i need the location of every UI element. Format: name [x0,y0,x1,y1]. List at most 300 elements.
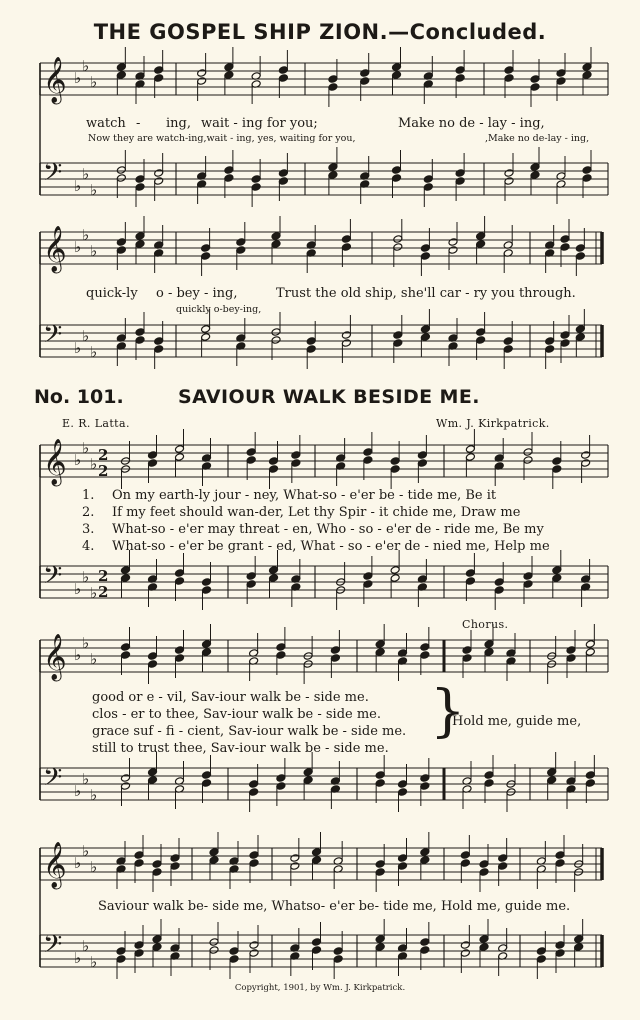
note-head [236,246,246,255]
note-head [547,768,557,777]
lyric-seg: o - bey - ing, [156,286,238,301]
note-head [341,339,351,348]
note-head [278,169,288,178]
flat-icon: ♭ [90,242,98,260]
note-head [209,848,219,857]
note-head [392,166,402,175]
note-head [201,244,211,253]
note-head [170,854,180,863]
flat-icon: ♭ [90,953,98,971]
note-head [555,941,565,950]
note-head [555,859,565,868]
note-head [390,457,400,466]
note-head [148,451,158,460]
flat-icon: ♭ [74,177,82,195]
note-head [209,946,219,955]
note-head [552,574,562,583]
note-head [581,459,591,468]
note-head [420,946,430,955]
note-head [393,243,403,252]
note-head [484,771,494,780]
flat-icon: ♭ [82,57,90,75]
note-head [504,169,514,178]
note-head [545,337,555,346]
note-head [460,949,470,958]
flat-icon: ♭ [82,770,90,788]
lyric-seg: Trust the old ship, she'll car - ry you through. [276,286,576,301]
note-head [121,774,131,783]
note-head [312,856,322,865]
note-head [582,174,592,183]
flat-icon: ♭ [82,226,90,244]
note-head [249,949,259,958]
note-head [417,451,427,460]
note-head [121,651,131,660]
note-head [536,947,546,956]
note-head [476,240,486,249]
note-head [170,862,180,871]
note-head [498,862,508,871]
chorus-lyrics: Saviour walk be- side me, Whatso- e'er be- tide me, Hold me, guide me. [98,899,571,914]
note-head [152,935,162,944]
note-head [328,83,338,92]
flat-icon: ♭ [74,782,82,800]
note-head [278,177,288,186]
page-title: THE GOSPEL SHIP ZION.—Concluded. [93,20,547,44]
note-head [135,183,145,192]
note-head [476,328,486,337]
note-head [116,174,126,183]
note-head [121,566,131,575]
note-head [148,660,158,669]
note-head [423,175,433,184]
note-head [560,331,570,340]
note-head [393,331,403,340]
note-head [574,935,584,944]
note-head [476,232,486,241]
note-head [494,578,504,587]
flat-icon: ♭ [82,842,90,860]
flat-icon: ♭ [74,949,82,967]
lyrics-line-4: quickly o-bey-ing, [176,304,262,315]
note-head [249,851,259,860]
time-signature-bottom: 2 [98,462,109,480]
note-head [312,848,322,857]
note-head [536,955,546,964]
note-head [545,345,555,354]
flat-icon: ♭ [90,786,98,804]
note-head [420,938,430,947]
verse-number: 2. [82,505,95,520]
note-head [498,854,508,863]
note-head [246,456,256,465]
note-head [116,63,126,72]
verse-line: If my feet should wan-der, Let thy Spir - it chide me, Draw me [112,505,521,520]
verse-number: 1. [82,488,95,503]
bass-clef-icon: 𝄢 [43,763,63,798]
note-head [523,580,533,589]
note-head [566,646,576,655]
note-head [328,171,338,180]
note-head [585,771,595,780]
note-head [148,776,158,785]
note-head [448,246,458,255]
note-head [197,69,207,78]
note-head [523,448,533,457]
note-head [312,938,322,947]
note-head [134,941,144,950]
bass-clef-icon: 𝄢 [43,561,63,596]
note-head [276,774,286,783]
verse-brace: } [430,679,466,744]
note-head [566,654,576,663]
note-head [582,166,592,175]
note-head [246,572,256,581]
note-head [306,345,316,354]
note-head [148,652,158,661]
note-head [574,943,584,952]
note-head [249,941,259,950]
note-head [116,166,126,175]
note-head [420,848,430,857]
note-head [455,177,465,186]
hymn-title: SAVIOUR WALK BESIDE ME. [178,386,480,408]
bass-clef-icon: 𝄢 [43,320,63,355]
note-head [116,238,126,247]
note-head [420,252,430,261]
note-head [575,244,585,253]
note-head [392,71,402,80]
flat-icon: ♭ [82,937,90,955]
note-head [152,860,162,869]
note-head [455,74,465,83]
note-head [276,643,286,652]
treble-clef-icon: 𝄞 [43,634,67,680]
verse-line: grace suf - fi - cient, Sav-iour walk be - side me. [92,724,407,739]
note-head [460,851,470,860]
note-head [209,938,219,947]
flat-icon: ♭ [82,327,90,345]
note-head [271,232,281,241]
note-head [224,174,234,183]
note-head [555,949,565,958]
note-head [154,345,164,354]
flat-icon: ♭ [74,580,82,598]
note-head [152,868,162,877]
note-head [556,77,566,86]
note-head [202,648,212,657]
flat-icon: ♭ [82,439,90,457]
composer: Wm. J. Kirkpatrick. [436,417,550,430]
note-head [360,77,370,86]
note-head [224,63,234,72]
note-head [303,768,313,777]
note-head [476,336,486,345]
note-head [271,336,281,345]
note-head [121,643,131,652]
note-head [420,643,430,652]
note-head [291,451,301,460]
note-head [375,943,385,952]
note-head [479,935,489,944]
note-head [121,574,131,583]
note-head [202,586,212,595]
note-head [465,445,475,454]
note-head [116,955,126,964]
note-head [135,232,145,241]
note-head [398,854,408,863]
note-head [116,947,126,956]
note-head [306,337,316,346]
note-head [484,648,494,657]
note-head [236,238,246,247]
note-head [197,77,207,86]
note-head [375,648,385,657]
note-head [575,333,585,342]
note-head [341,331,351,340]
note-head [269,574,279,583]
verse-number: 3. [82,522,95,537]
note-head [504,66,514,75]
note-head [363,456,373,465]
note-head [134,851,144,860]
note-head [393,235,403,244]
note-head [556,69,566,78]
note-head [462,654,472,663]
note-head [330,654,340,663]
lyric-seg: quick-ly [86,286,138,301]
note-head [503,337,513,346]
note-head [121,782,131,791]
note-head [582,71,592,80]
chorus-side-text: Hold me, guide me, [452,714,582,729]
note-head [375,640,385,649]
note-head [504,74,514,83]
note-head [448,238,458,247]
note-head [423,183,433,192]
note-head [229,955,239,964]
note-head [175,654,185,663]
note-head [134,949,144,958]
note-head [201,333,211,342]
lyric-seg: ,Make no de-lay - ing, [485,133,590,144]
note-head [333,955,343,964]
note-head [375,779,385,788]
flat-icon: ♭ [74,238,82,256]
note-head [276,651,286,660]
note-head [398,788,408,797]
note-head [420,651,430,660]
note-head [154,177,164,186]
note-head [455,66,465,75]
treble-clef-icon: 𝄞 [43,842,67,888]
note-head [460,941,470,950]
note-head [585,779,595,788]
note-head [202,779,212,788]
note-head [148,459,158,468]
flat-icon: ♭ [90,858,98,876]
note-head [390,574,400,583]
treble-clef-icon: 𝄞 [43,57,67,103]
note-head [201,325,211,334]
note-head [420,782,430,791]
note-head [154,66,164,75]
note-head [251,175,261,184]
note-head [312,946,322,955]
verse-line: good or e - vil, Sav-iour walk be - side me. [92,690,369,705]
note-head [375,860,385,869]
note-head [375,868,385,877]
verse-line: What-so - e'er may threat - en, Who - so - e'er de - ride me, Be my [112,522,544,537]
note-head [420,244,430,253]
note-head [390,465,400,474]
note-head [224,166,234,175]
hymn-number: No. 101. [34,386,124,408]
note-head [202,578,212,587]
chorus-label: Chorus. [462,618,509,631]
lyric-seg: Now they are watch-ing,wait - ing, yes, waiting for you, [88,133,356,144]
note-head [552,457,562,466]
note-head [290,854,300,863]
time-signature-top: 2 [98,567,109,585]
note-head [462,646,472,655]
note-head [154,74,164,83]
note-head [420,333,430,342]
note-head [465,569,475,578]
note-head [460,859,470,868]
note-head [328,163,338,172]
note-head [175,453,185,462]
note-head [175,445,185,454]
flat-icon: ♭ [90,181,98,199]
note-head [530,163,540,172]
flat-icon: ♭ [90,343,98,361]
flat-icon: ♭ [90,73,98,91]
flat-icon: ♭ [74,451,82,469]
note-head [202,771,212,780]
note-head [291,459,301,468]
note-head [479,860,489,869]
verse-line: What-so - e'er be grant - ed, What - so - e'er de - nied me, Help me [112,539,550,554]
note-head [560,235,570,244]
note-head [390,566,400,575]
author: E. R. Latta. [62,417,130,430]
note-head [375,935,385,944]
note-head [209,856,219,865]
note-head [552,566,562,575]
note-head [152,943,162,952]
note-head [363,448,373,457]
note-head [360,69,370,78]
note-head [116,71,126,80]
note-head [175,646,185,655]
note-head [479,868,489,877]
bass-clef-icon: 𝄢 [43,158,63,193]
note-head [575,325,585,334]
note-head [269,465,279,474]
flat-icon: ♭ [74,339,82,357]
note-head [154,337,164,346]
note-head [417,459,427,468]
verse-line: still to trust thee, Sav-iour walk be - side me. [92,741,389,756]
note-head [363,580,373,589]
lyric-seg: Make no de - lay - ing, [398,116,545,131]
note-head [175,577,185,586]
note-head [503,345,513,354]
note-head [135,175,145,184]
note-head [246,580,256,589]
lyric-seg: ing, [166,116,191,131]
note-head [455,169,465,178]
note-head [530,83,540,92]
note-head [328,75,338,84]
note-head [229,947,239,956]
note-head [398,862,408,871]
note-head [303,776,313,785]
note-head [420,325,430,334]
note-head [392,63,402,72]
treble-clef-icon: 𝄞 [43,226,67,272]
note-head [278,66,288,75]
note-head [555,851,565,860]
copyright: Copyright, 1901, by Wm. J. Kirkpatrick. [234,983,406,993]
note-head [581,451,591,460]
note-head [465,453,475,462]
note-head [530,75,540,84]
note-head [269,457,279,466]
note-head [135,240,145,249]
note-head [484,640,494,649]
note-head [547,776,557,785]
flat-icon: ♭ [90,650,98,668]
time-signature-top: 2 [98,446,109,464]
lyric-seg: watch [86,116,126,131]
note-head [269,566,279,575]
note-head [523,572,533,581]
note-head [202,640,212,649]
note-head [479,943,489,952]
note-head [560,339,570,348]
lyric-seg: - [136,116,141,131]
note-head [249,788,259,797]
note-head [363,572,373,581]
note-head [585,648,595,657]
note-head [575,252,585,261]
lyric-seg: wait - ing for you; [201,116,318,131]
note-head [523,456,533,465]
verse-line: On my earth-ly jour - ney, What-so - e'er be - tide me, Be it [112,488,497,503]
note-head [392,174,402,183]
bass-clef-icon: 𝄢 [43,930,63,965]
note-head [290,862,300,871]
note-head [246,448,256,457]
time-signature-bottom: 2 [98,583,109,601]
note-head [148,768,158,777]
note-head [375,771,385,780]
note-head [585,640,595,649]
note-head [154,169,164,178]
note-head [249,780,259,789]
flat-icon: ♭ [90,455,98,473]
note-head [398,780,408,789]
flat-icon: ♭ [82,165,90,183]
note-head [341,243,351,252]
note-head [330,646,340,655]
flat-icon: ♭ [74,646,82,664]
note-head [420,856,430,865]
note-head [134,859,144,868]
note-head [333,947,343,956]
